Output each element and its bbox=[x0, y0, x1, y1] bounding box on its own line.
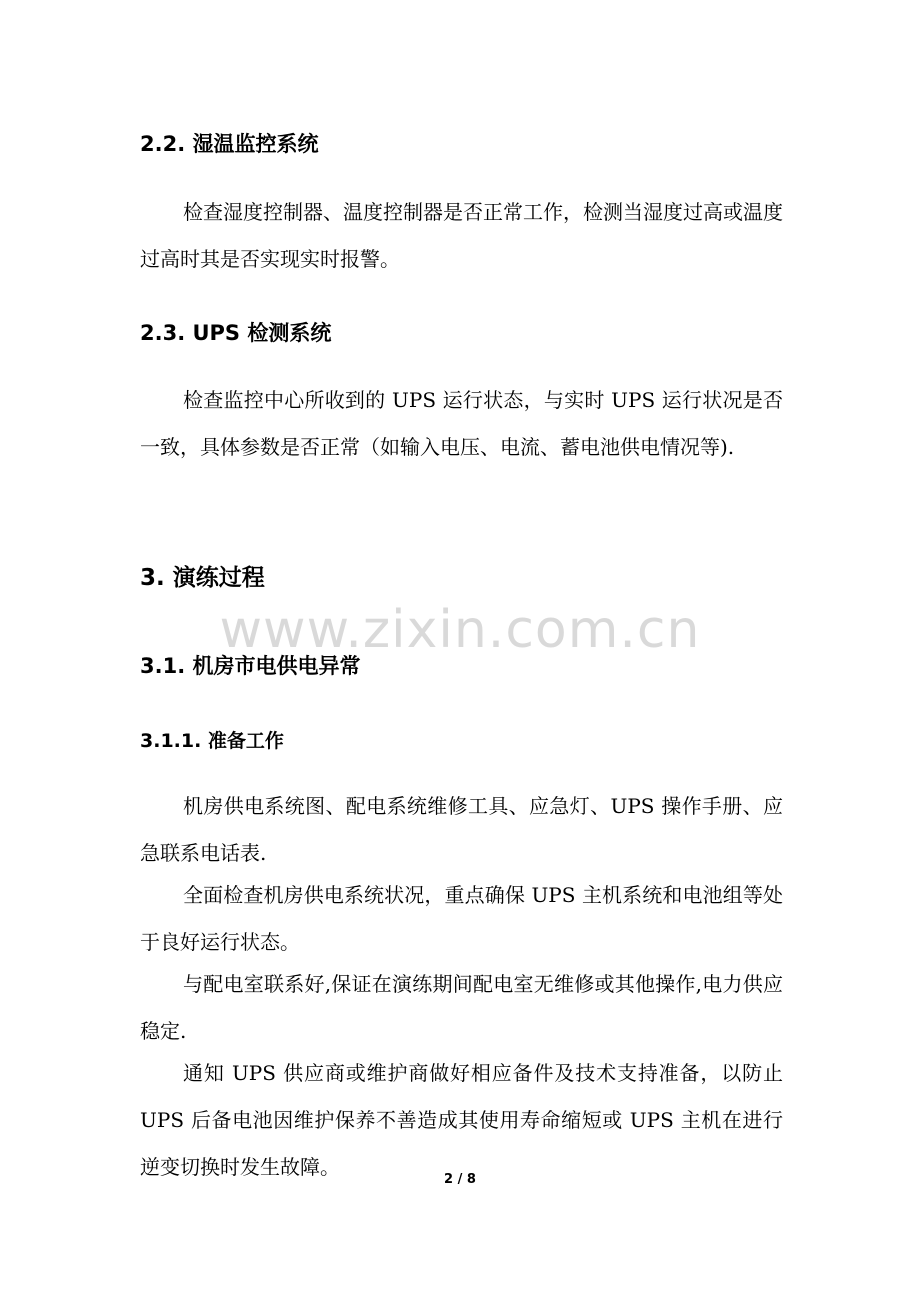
page-number: 2 / 8 bbox=[444, 1172, 476, 1187]
section-3-1-1-paragraph-2: 全面检查机房供电系统状况，重点确保 UPS 主机系统和电池组等处于良好运行状态。 bbox=[140, 883, 783, 954]
section-3-1-1-paragraph-4: 通知 UPS 供应商或维护商做好相应备件及技术支持准备，以防止 UPS 后备电池因维护保养不善造成其使用寿命缩短或 UPS 主机在进行逆变切换时发生故障。 bbox=[140, 1061, 783, 1179]
section-heading-3: 3. 演练过程 bbox=[140, 565, 265, 591]
watermark: www.zixin.com.cn bbox=[219, 600, 701, 660]
section-2-3-paragraph: 检查监控中心所收到的 UPS 运行状态，与实时 UPS 运行状况是否一致，具体参数是否正常（如输入电压、电流、蓄电池供电情况等). bbox=[140, 388, 783, 459]
section-3-1-1-paragraph-1: 机房供电系统图、配电系统维修工具、应急灯、UPS 操作手册、应急联系电话表. bbox=[140, 794, 783, 865]
section-heading-3-1-1: 3.1.1. 准备工作 bbox=[140, 730, 284, 752]
section-heading-2-2: 2.2. 湿温监控系统 bbox=[140, 132, 319, 156]
section-heading-3-1: 3.1. 机房市电供电异常 bbox=[140, 654, 361, 678]
section-2-2-paragraph: 检查湿度控制器、温度控制器是否正常工作，检测当湿度过高或温度过高时其是否实现实时报警。 bbox=[140, 200, 783, 271]
section-heading-2-3: 2.3. UPS 检测系统 bbox=[140, 321, 332, 345]
section-3-1-1-paragraph-3: 与配电室联系好,保证在演练期间配电室无维修或其他操作,电力供应稳定. bbox=[140, 972, 783, 1043]
